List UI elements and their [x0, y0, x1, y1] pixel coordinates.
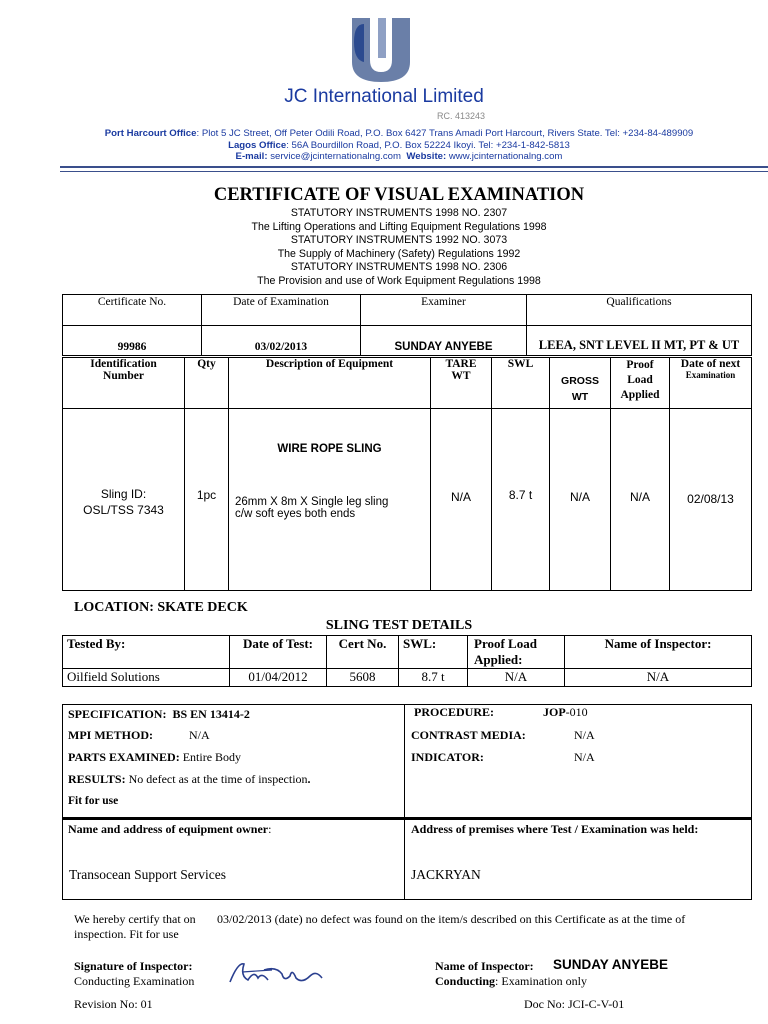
regulation-line: The Lifting Operations and Lifting Equipment Regulations 1998: [251, 220, 547, 233]
conducting-value: : Examination only: [495, 974, 588, 988]
identification-line: OSL/TSS 7343: [83, 502, 164, 517]
procedure-code: JOP: [543, 705, 566, 719]
equipment-table: [62, 357, 752, 591]
parts-examined-value: Entire Body: [179, 750, 242, 764]
header-name-of-inspector: Name of Inspector:: [565, 636, 752, 669]
certificate-no: 99986: [63, 326, 202, 356]
header-date-of-test: Date of Test:: [230, 636, 327, 669]
name-of-inspector-label: Name of Inspector:: [435, 959, 534, 973]
date-of-test: 01/04/2012: [230, 669, 327, 687]
proof-load: N/A: [468, 669, 565, 687]
certify-line-1b: 03/02/2013 (date) no defect was found on the item/s described on this Certificate as at the time of: [217, 912, 686, 926]
description-line: 26mm X 8m X Single leg sling: [235, 496, 389, 508]
header-next-examination: [670, 358, 752, 409]
procedure-number: -010: [565, 705, 588, 719]
specification-value: BS EN 13414-2: [172, 707, 250, 721]
ph-text: : Plot 5 JC Street, Off Peter Odili Road, P.O. Box 6427 Trans Amadi Port Harcourt, Rivers State. Tel: +234-84-489909: [196, 128, 694, 139]
premises-value: JACKRYAN: [411, 867, 481, 882]
company-name: JC International Limited: [284, 86, 484, 107]
email-label: E-mail:: [235, 151, 268, 162]
owner-divider: [404, 818, 405, 899]
parts-examined-row: [68, 750, 241, 765]
email-link[interactable]: service@jcinternationalng.com: [270, 151, 402, 162]
certify-line-1: [74, 912, 196, 927]
owner-value: Transocean Support Services: [69, 867, 226, 882]
ph-label: Port Harcourt Office: [104, 128, 197, 139]
header-qualifications: Qualifications: [527, 295, 752, 326]
header-examiner: Examiner: [361, 295, 527, 326]
header-next-sub: Examination: [685, 370, 736, 380]
header-divider: [60, 166, 768, 172]
company-logo: [344, 10, 418, 84]
sling-test-title: SLING TEST DETAILS: [325, 618, 473, 633]
description-line: c/w soft eyes both ends: [235, 508, 356, 520]
lagos-label: Lagos Office: [228, 140, 287, 151]
contrast-media-value: N/A: [574, 728, 595, 742]
header-swl: SWL: [492, 358, 550, 409]
cert-no: 5608: [327, 669, 399, 687]
owner-top-border: [63, 818, 751, 820]
header-tare-line: TARE: [445, 358, 477, 370]
mpi-method-value: N/A: [189, 728, 210, 742]
inspector-name: N/A: [565, 669, 752, 687]
header-certificate-no: Certificate No.: [63, 295, 202, 326]
header-proof-line: Applied: [620, 389, 660, 401]
certify-text-1: We hereby certify that on: [74, 912, 196, 926]
sling-test-table: [62, 635, 752, 687]
header-qty: Qty: [185, 358, 229, 409]
name-of-inspector-row: [435, 959, 534, 974]
regulation-line: STATUTORY INSTRUMENTS 1992 NO. 3073: [290, 234, 508, 246]
location: LOCATION: SKATE DECK: [74, 600, 248, 615]
qualifications: LEEA, SNT LEVEL II MT, PT & UT: [527, 326, 752, 356]
results-label: RESULTS:: [68, 772, 126, 786]
owner-label: Name and address of equipment owner: [68, 822, 269, 836]
header-identification-line: Identification: [90, 358, 157, 370]
header-proof-line: Proof: [626, 359, 654, 371]
spec-divider: [404, 705, 405, 817]
certify-line-2: inspection. Fit for use: [74, 927, 179, 941]
indicator-label: INDICATOR:: [411, 750, 484, 764]
identification-number: [63, 409, 185, 591]
certificate-title: CERTIFICATE OF VISUAL EXAMINATION: [213, 185, 585, 205]
gross-weight: N/A: [550, 409, 611, 591]
regulation-line: STATUTORY INSTRUMENTS 1998 NO. 2307: [290, 207, 508, 219]
conducting-row: [435, 974, 587, 989]
header-date-of-examination: Date of Examination: [202, 295, 361, 326]
results-value: No defect as at the time of inspection: [125, 772, 308, 786]
conducting-label: Conducting: [435, 974, 496, 988]
specification-row: [68, 707, 250, 722]
signature-sub: Conducting Examination: [74, 974, 195, 988]
mpi-method-label: MPI METHOD:: [68, 728, 153, 742]
owner-box: [62, 818, 752, 900]
header-proof-line: Load: [627, 374, 653, 386]
lagos-text: : 56A Bourdillon Road, P.O. Box 52224 Ikoyi. Tel: +234-1-842-5813: [286, 140, 570, 151]
fit-for-use: Fit for use: [68, 795, 119, 807]
tare-weight: N/A: [431, 409, 492, 591]
quantity: 1pc: [185, 409, 229, 591]
port-harcourt-address: [0, 128, 768, 140]
regulations-list: [0, 207, 768, 288]
header-cert-no: Cert No.: [327, 636, 399, 669]
next-examination-date: 02/08/13: [670, 409, 752, 591]
specification-label: SPECIFICATION:: [68, 707, 167, 721]
owner-label-row: Name and address of equipment owner:: [68, 822, 272, 836]
name-of-inspector-value: SUNDAY ANYEBE: [553, 957, 669, 972]
header-next-line: Date of next: [680, 358, 741, 370]
header-proof-line: Proof Load: [474, 636, 537, 651]
contrast-media-label: CONTRAST MEDIA:: [411, 728, 526, 742]
header-swl: SWL:: [399, 636, 468, 669]
examiner-name: SUNDAY ANYEBE: [361, 326, 527, 356]
header-tested-by: Tested By:: [63, 636, 230, 669]
procedure-label: PROCEDURE:: [414, 705, 494, 719]
header-gross-line: GROSS: [561, 375, 599, 387]
header-tare-wt: [431, 358, 492, 409]
parts-examined-label: PARTS EXAMINED:: [68, 750, 180, 764]
website-link[interactable]: www.jcinternationalng.com: [448, 151, 563, 162]
header-gross-line: WT: [571, 391, 589, 403]
header-identification: [63, 358, 185, 409]
signature-label: Signature of Inspector:: [74, 959, 193, 973]
regulation-line: The Provision and use of Work Equipment Regulations 1998: [257, 274, 541, 287]
regulation-line: The Supply of Machinery (Safety) Regulations 1992: [277, 247, 521, 260]
tested-by: Oilfield Solutions: [63, 669, 230, 687]
examination-date: 03/02/2013: [202, 326, 361, 356]
website-label: Website:: [406, 151, 447, 162]
header-proof-load: [611, 358, 670, 409]
identification-line: Sling ID:: [100, 486, 147, 501]
results-row: RESULTS: No defect as at the time of inspection.: [68, 772, 311, 786]
header-description: Description of Equipment: [229, 358, 431, 409]
inspector-signature-icon: [224, 956, 330, 992]
header-proof-load-applied: [468, 636, 565, 669]
header-tare-line: WT: [451, 370, 471, 382]
header-identification-line: Number: [103, 370, 144, 382]
description-title: WIRE ROPE SLING: [277, 443, 382, 455]
rc-number: RC. 413243: [437, 111, 486, 121]
document-number: Doc No: JCI-C-V-01: [524, 997, 625, 1011]
regulation-line: STATUTORY INSTRUMENTS 1998 NO. 2306: [290, 261, 508, 273]
procedure-value: [543, 705, 588, 720]
certificate-info-table: [62, 294, 752, 356]
revision-number: Revision No: 01: [74, 997, 153, 1011]
specification-box: [62, 704, 752, 818]
equipment-description: [229, 409, 431, 591]
safe-working-load: 8.7 t: [492, 409, 550, 591]
sling-swl: 8.7 t: [399, 669, 468, 687]
proof-load-applied: N/A: [611, 409, 670, 591]
indicator-value: N/A: [574, 750, 595, 764]
header-proof-line: Applied:: [474, 652, 523, 667]
contact-line: [0, 151, 768, 163]
header-gross-wt: [550, 358, 611, 409]
premises-label: Address of premises where Test / Examination was held:: [411, 822, 699, 836]
